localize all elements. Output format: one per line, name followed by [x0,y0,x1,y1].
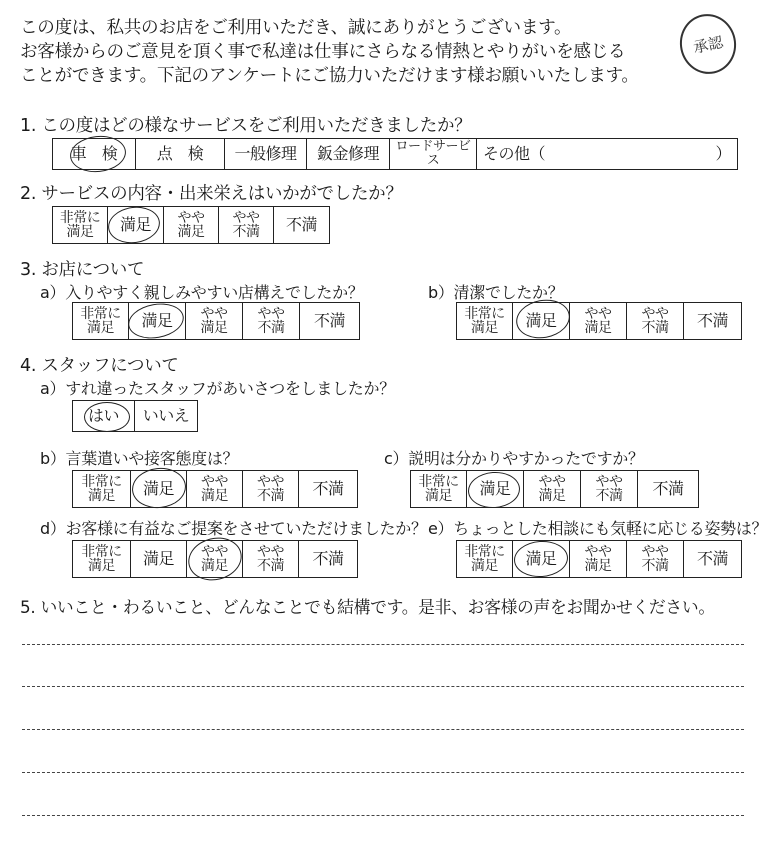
q3b-rating-options [456,302,742,340]
rating-option[interactable]: 不満 [696,311,728,330]
rating-option[interactable]: 満足 [513,541,570,577]
approval-stamp: 承認 [674,9,741,79]
q1-option[interactable]: 点 検 [136,139,225,169]
rating-option[interactable]: 満足 [129,303,186,339]
q1-option[interactable]: ロードサービス [390,139,477,169]
rating-option[interactable]: 非常に 満足 [73,541,131,577]
rating-option[interactable]: やや 不満 [243,303,300,339]
rating-option[interactable]: やや 不満 [627,303,684,339]
comment-line[interactable] [22,686,744,687]
rating-option[interactable]: 非常に 満足 [457,541,513,577]
q1-service-options [52,138,738,170]
question-3-label: 3. お店について [20,260,145,280]
rating-option[interactable]: 満足 [467,471,524,507]
rating-option[interactable]: やや 不満 [581,471,638,507]
rating-option[interactable]: やや 満足 [570,303,627,339]
q4b-label: b）言葉遣いや接客態度は？ [40,449,239,468]
question-4-label: 4. スタッフについて [20,356,179,376]
rating-option[interactable]: 不満 [652,479,684,498]
q4c-label: c）説明は分かりやすかったですか？ [384,449,644,468]
comment-line[interactable] [22,644,744,645]
comment-line[interactable] [22,815,744,816]
rating-option[interactable]: 満足 [131,541,187,577]
q4a-yes-no-options [72,400,198,432]
rating-option[interactable]: 不満 [313,311,345,330]
yes-option[interactable]: はい [73,401,135,431]
rating-option[interactable]: 満足 [108,207,164,243]
q3a-label: a）入りやすく親しみやすい店構えでしたか？ [40,283,364,302]
q3a-rating-options [72,302,360,340]
intro-line-2: お客様からのご意見を頂く事で私達は仕事にさらなる情熱とやりがいを感じる [20,42,626,62]
question-1-label: 1. この度はどの様なサービスをご利用いただきましたか？ [20,116,472,136]
rating-option[interactable]: 不満 [696,549,728,568]
rating-option[interactable]: 不満 [312,479,344,498]
question-5-label: 5. いいこと・わるいこと、どんなことでも結構です。是非、お客様の声をお聞かせください。 [20,597,715,617]
rating-option[interactable]: やや 不満 [243,471,299,507]
q4e-rating-options [456,540,742,578]
rating-option[interactable]: 不満 [312,549,344,568]
rating-option[interactable]: やや 不満 [219,207,274,243]
rating-option[interactable]: やや 不満 [243,541,299,577]
intro-text [20,16,755,88]
q2-rating-options [52,206,330,244]
rating-option[interactable]: 不満 [285,215,317,234]
q1-option-other[interactable]: その他（ ） [483,144,731,163]
rating-option[interactable]: 満足 [513,303,570,339]
q4e-label: e）ちょっとした相談にも気軽に応じる姿勢は？ [428,519,768,538]
q4d-rating-options [72,540,358,578]
rating-option[interactable]: 満足 [131,471,187,507]
intro-line-3: ことができます。下記のアンケートにご協力いただけます様お願いいたします。 [20,66,639,86]
intro-line-1: この度は、私共のお店をご利用いただき、誠にありがとうございます。 [20,18,572,38]
q1-option[interactable]: 鈑金修理 [307,139,390,169]
q4b-rating-options [72,470,358,508]
rating-option[interactable]: やや 満足 [570,541,627,577]
rating-option[interactable]: やや 満足 [524,471,581,507]
rating-option[interactable]: 非常に 満足 [73,471,131,507]
comment-line[interactable] [22,772,744,773]
q4d-label: d）お客様に有益なご提案をさせていただけましたか？ [40,519,427,538]
rating-option[interactable]: 非常に 満足 [457,303,513,339]
rating-option[interactable]: やや 満足 [187,471,243,507]
q4c-rating-options [410,470,699,508]
q1-option[interactable]: 一般修理 [225,139,307,169]
question-2-label: 2. サービスの内容・出来栄えはいかがでしたか？ [20,184,403,204]
comment-line[interactable] [22,729,744,730]
rating-option[interactable]: 非常に 満足 [411,471,467,507]
rating-option[interactable]: 非常に 満足 [73,303,129,339]
no-option[interactable]: いいえ [142,406,190,425]
rating-option[interactable]: やや 満足 [164,207,219,243]
rating-option[interactable]: やや 満足 [187,541,243,577]
q1-option[interactable]: 車 検 [53,139,136,169]
rating-option[interactable]: やや 満足 [186,303,243,339]
q4a-label: a）すれ違ったスタッフがあいさつをしましたか？ [40,379,395,398]
rating-option[interactable]: 非常に 満足 [53,207,108,243]
q3b-label: b）清潔でしたか？ [428,283,564,302]
rating-option[interactable]: やや 不満 [627,541,684,577]
